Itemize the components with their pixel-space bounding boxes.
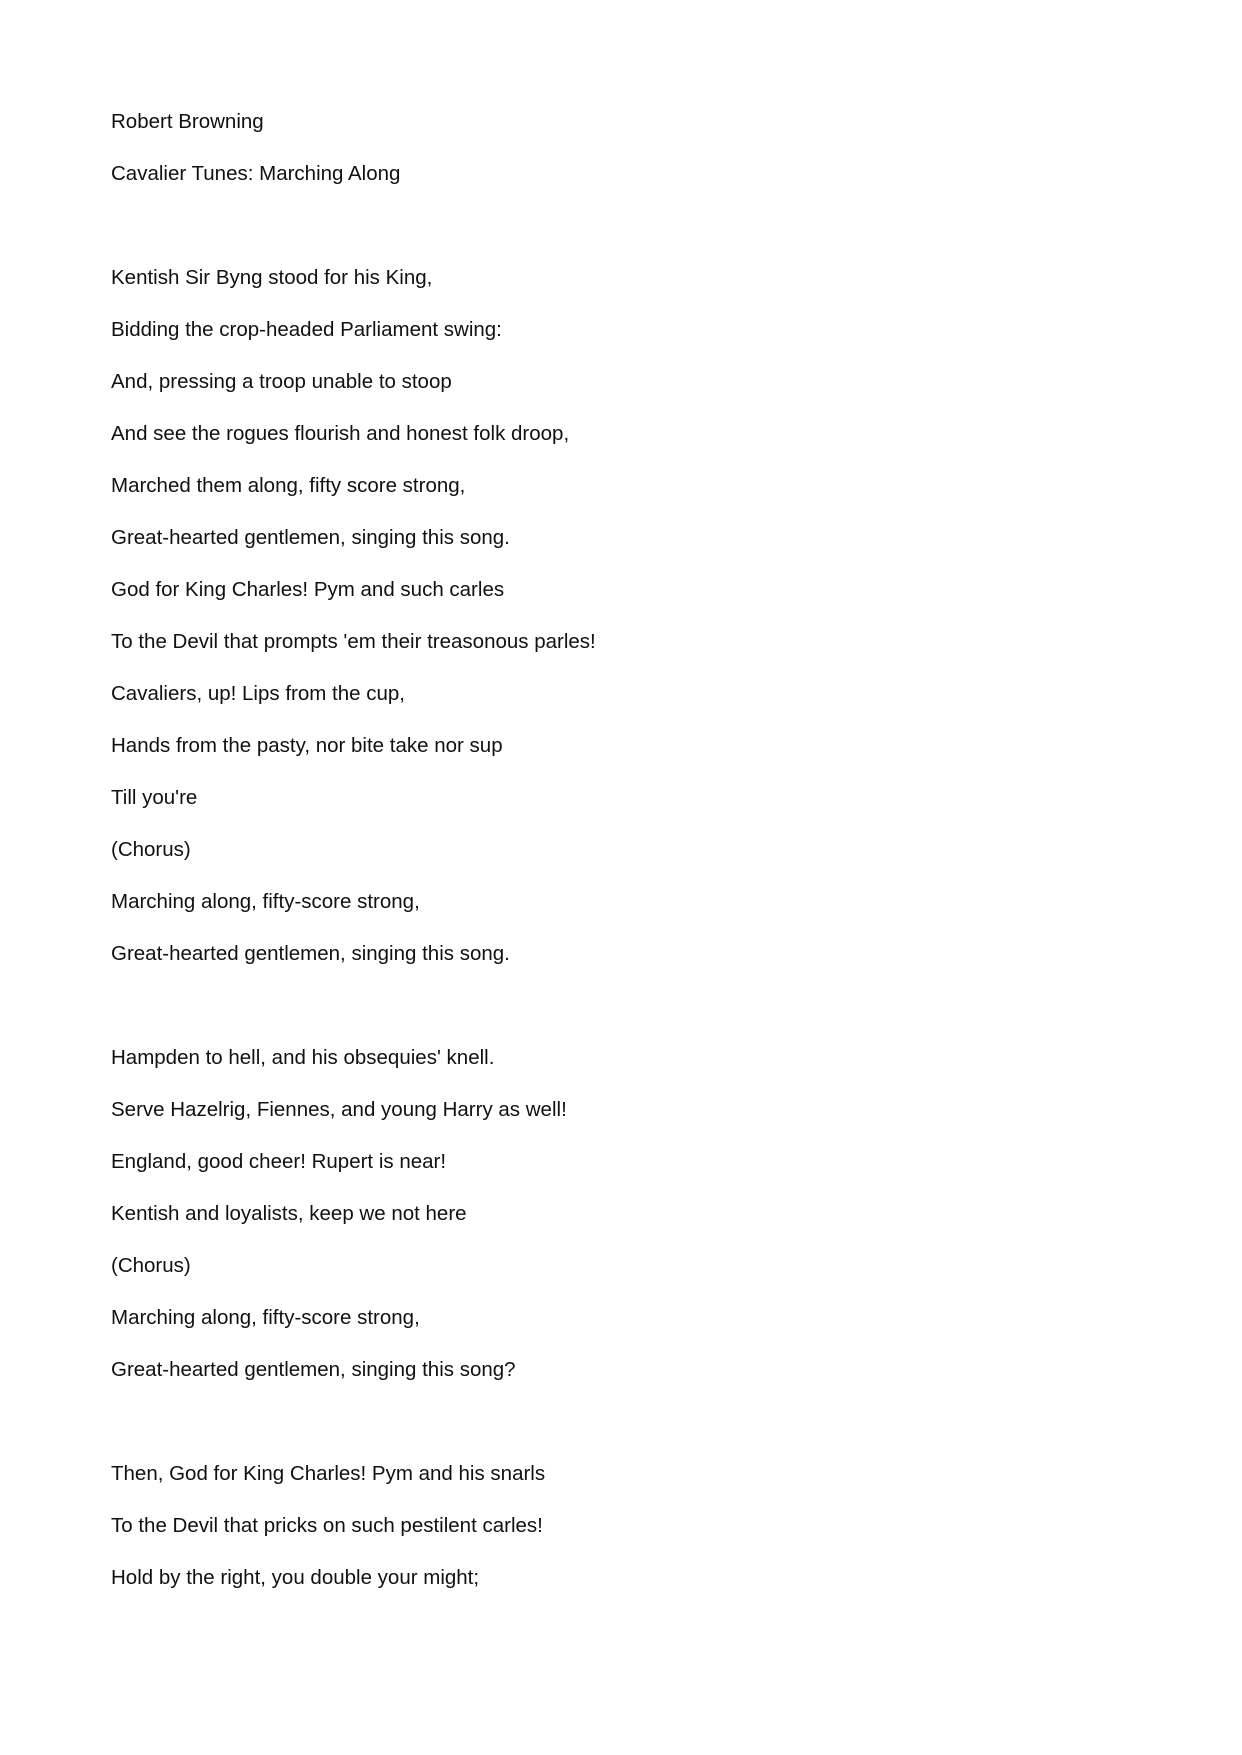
poem-content (111, 109, 1111, 1617)
poem-line: Kentish Sir Byng stood for his King, (111, 266, 433, 289)
poem-title: Cavalier Tunes: Marching Along (111, 162, 401, 185)
poem-line: Cavaliers, up! Lips from the cup, (111, 682, 405, 705)
poem-line: Till you're (111, 786, 198, 809)
stanza-3 (111, 1461, 1111, 1591)
stanza-gap (111, 993, 1111, 1045)
poem-line: England, good cheer! Rupert is near! (111, 1150, 447, 1173)
poem-line: Marching along, fifty-score strong, (111, 1306, 420, 1329)
poem-line: To the Devil that prompts 'em their treasonous parles! (111, 630, 596, 653)
poem-line: Marched them along, fifty score strong, (111, 474, 466, 497)
poem-line: Great-hearted gentlemen, singing this song. (111, 526, 510, 549)
poem-line: Kentish and loyalists, keep we not here (111, 1202, 467, 1225)
poem-line: Bidding the crop-headed Parliament swing: (111, 318, 502, 341)
poem-line: Serve Hazelrig, Fiennes, and young Harry as well! (111, 1098, 567, 1121)
poem-line: Great-hearted gentlemen, singing this song? (111, 1358, 516, 1381)
poem-line: Then, God for King Charles! Pym and his snarls (111, 1462, 546, 1485)
poem-line: And, pressing a troop unable to stoop (111, 370, 452, 393)
stanza-gap (111, 1409, 1111, 1461)
poem-line: Marching along, fifty-score strong, (111, 890, 420, 913)
stanza-1 (111, 265, 1111, 967)
poem-line: Hampden to hell, and his obsequies' knell. (111, 1046, 495, 1069)
poem-line: Hold by the right, you double your might; (111, 1566, 480, 1589)
poem-line: Hands from the pasty, nor bite take nor sup (111, 734, 503, 757)
chorus-label: (Chorus) (111, 838, 191, 861)
poem-line: God for King Charles! Pym and such carles (111, 578, 505, 601)
poem-line: To the Devil that pricks on such pestilent carles! (111, 1514, 543, 1537)
stanza-gap (111, 213, 1111, 265)
poem-line: And see the rogues flourish and honest folk droop, (111, 422, 570, 445)
stanza-2 (111, 1045, 1111, 1383)
poem-line: Great-hearted gentlemen, singing this song. (111, 942, 510, 965)
chorus-label: (Chorus) (111, 1254, 191, 1277)
poem-author: Robert Browning (111, 110, 264, 133)
